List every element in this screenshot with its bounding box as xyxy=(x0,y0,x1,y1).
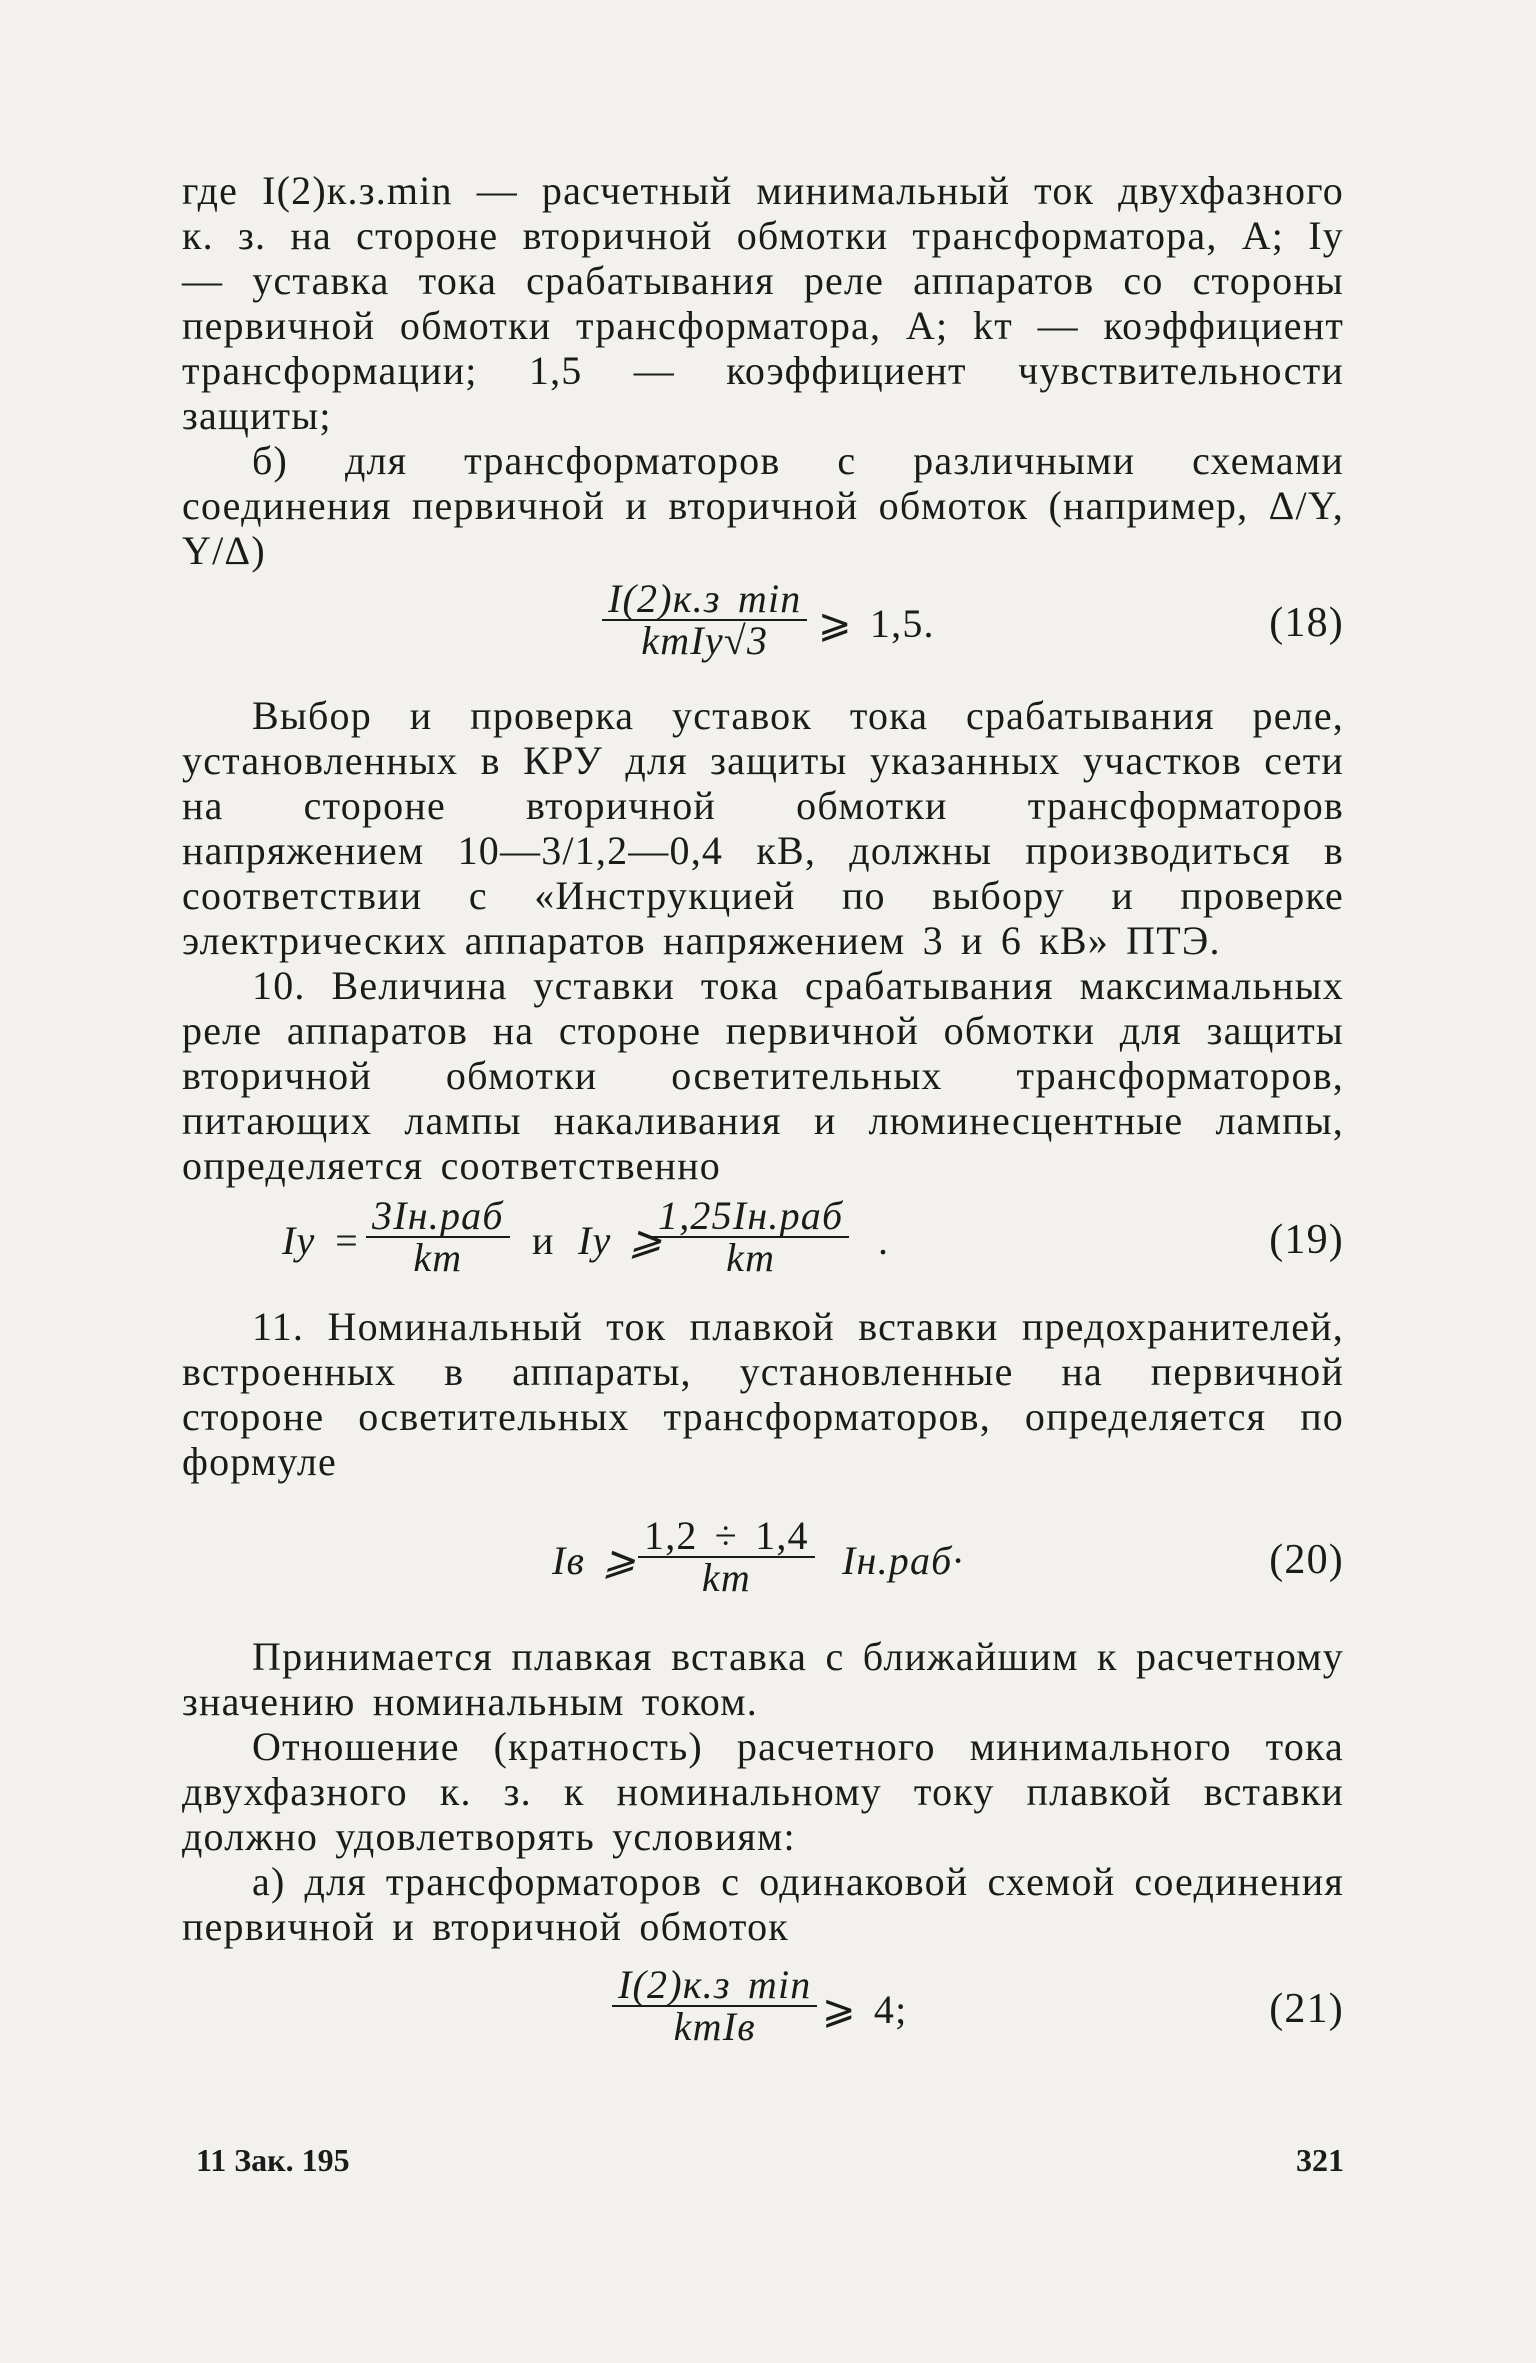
formula-21-fraction xyxy=(612,1962,817,2049)
formula-21 xyxy=(182,1949,1344,2069)
formula-21-number: (21) xyxy=(1269,1986,1344,2032)
paragraph-b: б) для трансформаторов с различными схемами соединения первичной и вторичной обмоток (например, Δ/Y, Y/Δ) xyxy=(182,438,1344,573)
formula-19-fraction-2 xyxy=(652,1193,849,1280)
formula-19-numerator-2: 1,25Iн.раб xyxy=(652,1196,849,1238)
formula-21-relation: ⩾ 4; xyxy=(822,1987,908,2032)
formula-19-fraction-1 xyxy=(366,1193,510,1280)
paragraph-definitions: где I(2)к.з.min — расчетный минимальный ток двухфазного к. з. на стороне вторичной обмотки трансформатора, А; Iу — уставка тока срабатывания реле аппаратов со стороны первичной обмотки трансформатора, А; kт — коэффициент трансформации; 1,5 — коэффициент чувствительности защиты; xyxy=(182,168,1344,438)
page-body xyxy=(182,168,1344,2069)
printer-signature: 11 Зак. 195 xyxy=(196,2142,350,2178)
formula-20-number: (20) xyxy=(1269,1537,1344,1583)
formula-18-number: (18) xyxy=(1269,600,1344,646)
formula-20-lhs: Iв ⩾ xyxy=(552,1538,637,1583)
formula-18-relation: ⩾ 1,5. xyxy=(818,601,935,646)
paragraph-11: 11. Номинальный ток плавкой вставки предохранителей, встроенных в аппараты, установленные на первичной стороне осветительных трансформаторов, определяется по формуле xyxy=(182,1304,1344,1484)
formula-21-denominator: kтIв xyxy=(673,2004,756,2049)
formula-20 xyxy=(182,1484,1344,1634)
paragraph-ratio: Отношение (кратность) расчетного минимального тока двухфазного к. з. к номинальному току плавкой вставки должно удовлетворять условиям: xyxy=(182,1724,1344,1859)
page-number: 321 xyxy=(1296,2142,1344,2178)
formula-19-denominator-1: kт xyxy=(413,1235,463,1280)
formula-19-lhs1: Iу = xyxy=(282,1218,361,1263)
paragraph-selection: Выбор и проверка уставок тока срабатывания реле, установленных в КРУ для защиты указанных участков сети на стороне вторичной обмотки трансформаторов напряжением 10—3/1,2—0,4 кВ, должны производиться в соответствии с «Инструкцией по выбору и проверке электрических аппаратов напряжением 3 и 6 кВ» ПТЭ. xyxy=(182,693,1344,963)
formula-19-number: (19) xyxy=(1269,1217,1344,1263)
formula-19-numerator-1: 3Iн.раб xyxy=(366,1196,510,1238)
paragraph-accepted: Принимается плавкая вставка с ближайшим к расчетному значению номинальным током. xyxy=(182,1634,1344,1724)
formula-18-fraction xyxy=(602,576,807,663)
paragraph-10: 10. Величина уставки тока срабатывания максимальных реле аппаратов на стороне первичной обмотки для защиты вторичной обмотки осветительных трансформаторов, питающих лампы накаливания и люминесцентные лампы, определяется соответственно xyxy=(182,963,1344,1188)
formula-21-numerator: I(2)к.з min xyxy=(612,1965,817,2007)
formula-20-numerator: 1,2 ÷ 1,4 xyxy=(638,1516,815,1558)
formula-18 xyxy=(182,573,1344,693)
formula-20-denominator: kт xyxy=(701,1555,751,1600)
formula-19 xyxy=(182,1188,1344,1304)
formula-19-conjunction: и xyxy=(532,1218,555,1263)
formula-18-numerator: I(2)к.з min xyxy=(602,579,807,621)
paragraph-a: а) для трансформаторов с одинаковой схемой соединения первичной и вторичной обмоток xyxy=(182,1859,1344,1949)
formula-20-rhs: Iн.раб· xyxy=(842,1538,964,1583)
formula-18-denominator: kтIу√3 xyxy=(641,618,769,663)
formula-19-lhs2: Iу ⩾ xyxy=(578,1218,664,1263)
formula-20-fraction xyxy=(638,1513,815,1600)
formula-19-end: . xyxy=(878,1218,890,1263)
formula-19-denominator-2: kт xyxy=(726,1235,776,1280)
